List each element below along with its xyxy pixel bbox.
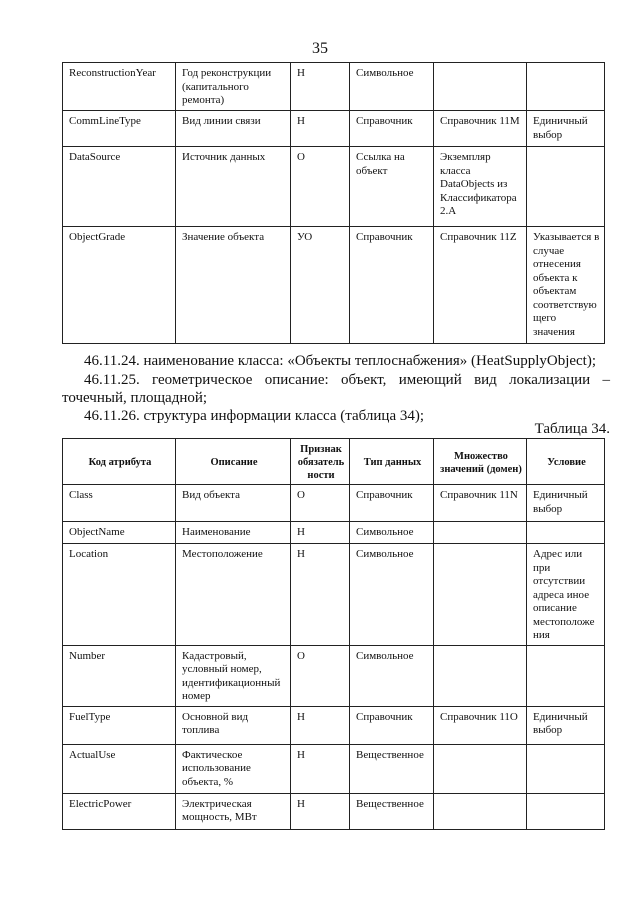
table-row [63, 706, 605, 744]
attribute-description: Кадастровый, условный номер, идентификационный номер [176, 645, 291, 706]
attribute-domain [434, 544, 527, 646]
attribute-condition [527, 522, 605, 544]
attribute-description: Значение объекта [176, 227, 291, 344]
attribute-condition [527, 744, 605, 793]
attribute-code: CommLineType [63, 111, 176, 147]
attribute-domain: Справочник 11М [434, 111, 527, 147]
attribute-code: DataSource [63, 147, 176, 227]
table-header-row [63, 439, 605, 485]
table-row [63, 111, 605, 147]
table-row [63, 793, 605, 829]
header-condition: Условие [527, 439, 605, 485]
attribute-domain: Справочник 11N [434, 485, 527, 522]
attribute-domain [434, 793, 527, 829]
attribute-requirement: О [291, 645, 350, 706]
attribute-requirement: О [291, 147, 350, 227]
attribute-description: Местоположение [176, 544, 291, 646]
paragraph-class-name: 46.11.24. наименование класса: «Объекты теплоснабжения» (HeatSupplyObject); [84, 353, 597, 369]
attribute-data-type: Символьное [350, 63, 434, 111]
attribute-condition: Адрес или при отсутствии адреса иное описание местоположе ния [527, 544, 605, 646]
attribute-data-type: Символьное [350, 544, 434, 646]
table-row [63, 485, 605, 522]
table-row [63, 544, 605, 646]
attribute-code: ElectricPower [63, 793, 176, 829]
attribute-condition: Единичный выбор [527, 706, 605, 744]
header-description: Описание [176, 439, 291, 485]
table-row [63, 744, 605, 793]
table-row [63, 147, 605, 227]
attribute-domain [434, 63, 527, 111]
attribute-description: Вид объекта [176, 485, 291, 522]
attribute-domain: Справочник 11О [434, 706, 527, 744]
attribute-condition [527, 147, 605, 227]
attribute-data-type: Символьное [350, 645, 434, 706]
attribute-code: Class [63, 485, 176, 522]
attribute-data-type: Вещественное [350, 793, 434, 829]
header-code: Код атрибута [63, 439, 176, 485]
attribute-requirement: О [291, 485, 350, 522]
attribute-code: ReconstructionYear [63, 63, 176, 111]
attribute-requirement: Н [291, 544, 350, 646]
attribute-condition [527, 645, 605, 706]
attribute-requirement: Н [291, 111, 350, 147]
attribute-requirement: Н [291, 706, 350, 744]
attribute-description: Наименование [176, 522, 291, 544]
attribute-condition: Единичный выбор [527, 485, 605, 522]
attribute-requirement: Н [291, 744, 350, 793]
attribute-description: Год реконструкции (капитального ремонта) [176, 63, 291, 111]
attribute-data-type: Символьное [350, 522, 434, 544]
table-row [63, 63, 605, 111]
attribute-domain [434, 522, 527, 544]
attribute-description: Фактическое использование объекта, % [176, 744, 291, 793]
attribute-domain: Экземпляр класса DataObjects из Классификатора 2.А [434, 147, 527, 227]
attribute-description: Вид линии связи [176, 111, 291, 147]
attribute-data-type: Справочник [350, 485, 434, 522]
attribute-domain: Справочник 11Z [434, 227, 527, 344]
table-row [63, 522, 605, 544]
attribute-data-type: Вещественное [350, 744, 434, 793]
attribute-code: ObjectName [63, 522, 176, 544]
table-34 [62, 438, 605, 830]
attribute-requirement: Н [291, 522, 350, 544]
attribute-code: ObjectGrade [63, 227, 176, 344]
attribute-description: Основной вид топлива [176, 706, 291, 744]
attribute-code: Number [63, 645, 176, 706]
header-domain: Множество значений (домен) [434, 439, 527, 485]
table-caption: Таблица 34. [534, 421, 610, 437]
header-requirement: Признак обязатель ности [291, 439, 350, 485]
table-row [63, 227, 605, 344]
paragraph-structure: 46.11.26. структура информации класса (таблица 34); [84, 408, 425, 424]
attribute-requirement: Н [291, 793, 350, 829]
paragraph-geometry: 46.11.25. геометрическое описание: объект, имеющий вид локализации – точечный, площадной; [62, 372, 610, 406]
attribute-domain [434, 744, 527, 793]
attribute-condition: Единичный выбор [527, 111, 605, 147]
attribute-domain [434, 645, 527, 706]
table-row [63, 645, 605, 706]
page-number: 35 [312, 40, 328, 57]
attribute-condition [527, 793, 605, 829]
attribute-data-type: Справочник [350, 111, 434, 147]
attribute-description: Электрическая мощность, МВт [176, 793, 291, 829]
attribute-data-type: Справочник [350, 706, 434, 744]
attribute-description: Источник данных [176, 147, 291, 227]
attribute-code: ActualUse [63, 744, 176, 793]
attribute-data-type: Справочник [350, 227, 434, 344]
attribute-condition [527, 63, 605, 111]
attribute-requirement: УО [291, 227, 350, 344]
attribute-requirement: Н [291, 63, 350, 111]
attributes-table-continued [62, 62, 605, 344]
attribute-data-type: Ссылка на объект [350, 147, 434, 227]
attribute-condition: Указывается в случае отнесения объекта к объектам соответствую щего значения [527, 227, 605, 344]
attribute-code: FuelType [63, 706, 176, 744]
header-data-type: Тип данных [350, 439, 434, 485]
attribute-code: Location [63, 544, 176, 646]
